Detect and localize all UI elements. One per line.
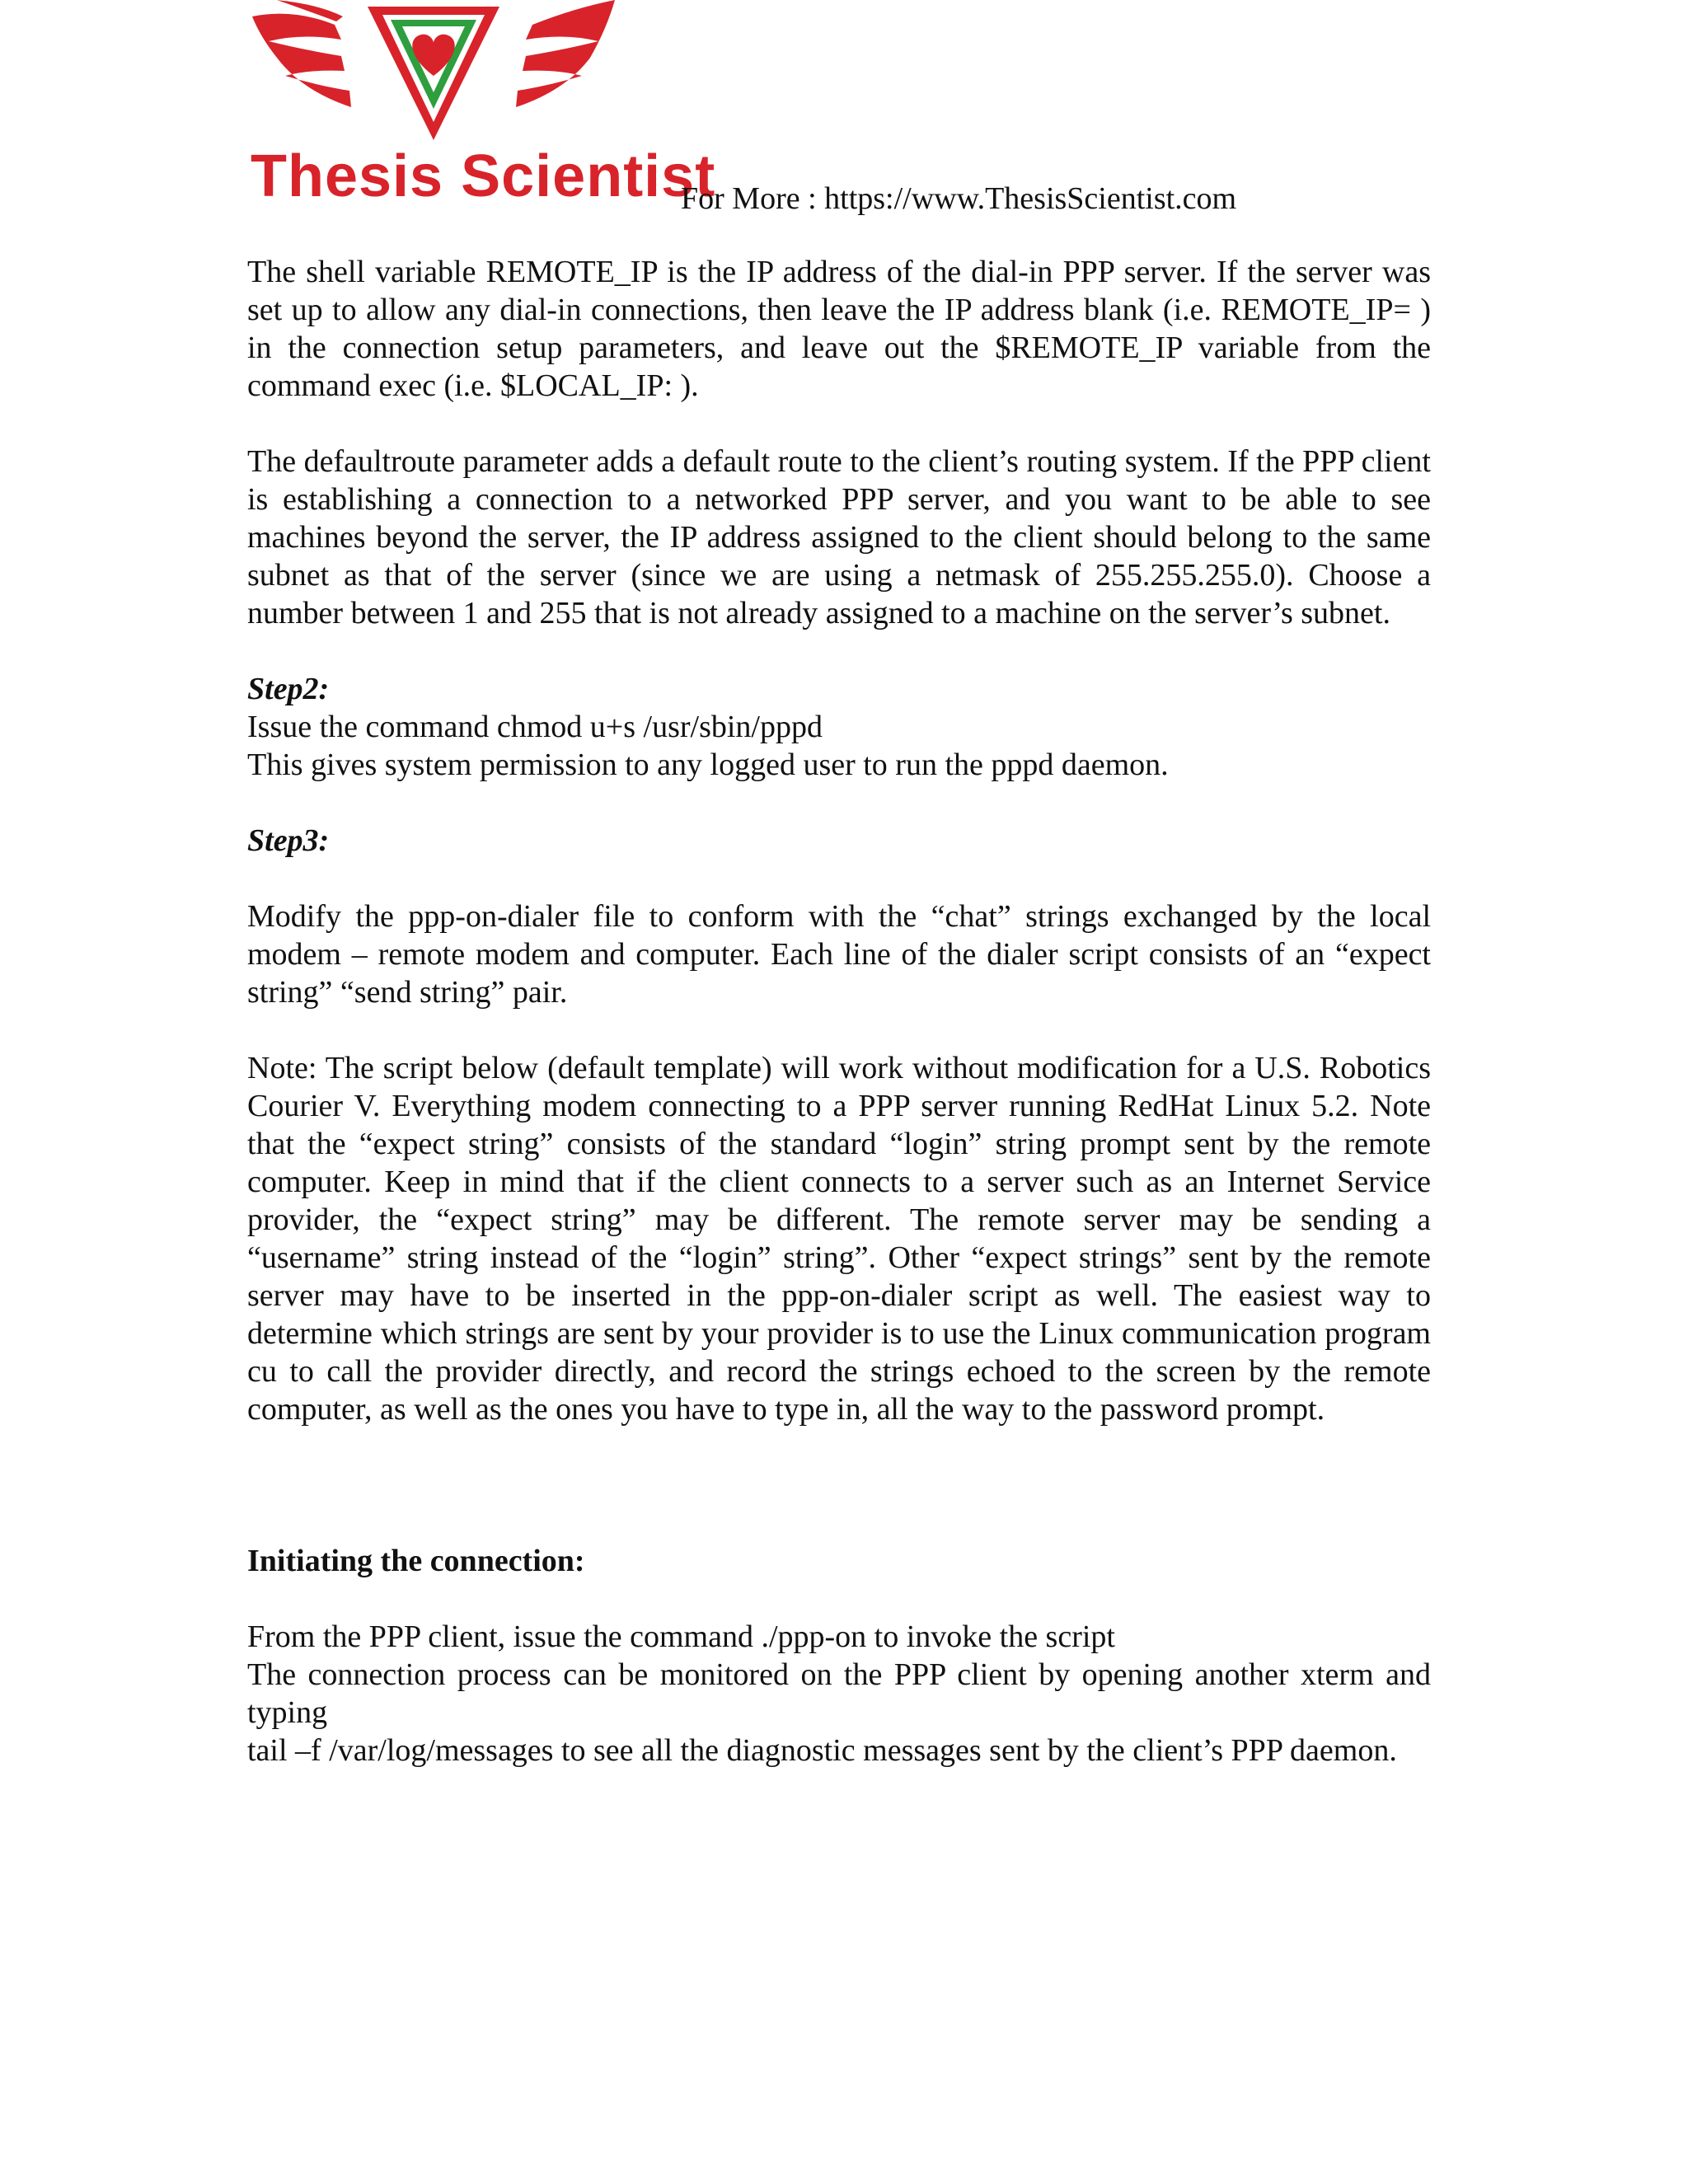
thesis-scientist-logo <box>244 0 716 221</box>
initiating-line-2: The connection process can be monitored on the PPP client by opening another xterm and typing <box>247 1657 1431 1730</box>
paragraph-note: Note: The script below (default template) will work without modification for a U.S. Robotics Courier V. Everything modem connecting to a PPP server running RedHat Linux 5.2. Note that the “expect string” consists of the standard “login” string prompt sent by the remote computer. Keep in mind that if the client connects to a server such as an Internet Service provider, the “expect string” may be different. The remote server may be sending a “username” string instead of the “login” string”. Other “expect strings” sent by the remote server may have to be inserted in the ppp-on-dialer script as well. The easiest way to determine which strings are sent by your provider is to use the Linux communication program cu to call the provider directly, and record the strings echoed to the screen by the remote computer, as well as the ones you have to type in, all the way to the password prompt. <box>247 1051 1431 1427</box>
step2-heading: Step2: <box>247 672 330 706</box>
paragraph-defaultroute: The defaultroute parameter adds a default route to the client’s routing system. If the PPP client is establishing a connection to a networked PPP server, and you want to be able to see machines beyond the server, the IP address assigned to the client should belong to the same subnet as that of the server (since we are using a netmask of 255.255.255.0). Choose a number between 1 and 255 that is not already assigned to a machine on the server’s subnet. <box>247 444 1431 630</box>
wings-emblem-icon <box>244 0 623 148</box>
initiating-line-3: tail –f /var/log/messages to see all the diagnostic messages sent by the client’s PPP daemon. <box>247 1733 1397 1768</box>
paragraph-remote-ip: The shell variable REMOTE_IP is the IP address of the dial-in PPP server. If the server was set up to allow any dial-in connections, then leave the IP address blank (i.e. REMOTE_IP= ) in the connection setup parameters, and leave out the $REMOTE_IP variable from the command exec (i.e. $LOCAL_IP: ). <box>247 255 1431 403</box>
step2-command-line: Issue the command chmod u+s /usr/sbin/pppd <box>247 710 823 744</box>
step3-heading: Step3: <box>247 823 330 858</box>
logo-wordmark: Thesis Scientist <box>251 143 716 209</box>
step2-description-line: This gives system permission to any logged user to run the pppd daemon. <box>247 748 1169 782</box>
initiating-line-1: From the PPP client, issue the command ./ppp-on to invoke the script <box>247 1619 1115 1654</box>
paragraph-dialer: Modify the ppp-on-dialer file to conform with the “chat” strings exchanged by the local modem – remote modem and computer. Each line of the dialer script consists of an “expect string” “send string” pair. <box>247 899 1431 1010</box>
header-website-link[interactable]: For More : https://www.ThesisScientist.com <box>681 181 1237 216</box>
section-heading-initiating: Initiating the connection: <box>247 1544 585 1578</box>
document-body <box>247 253 1431 1769</box>
